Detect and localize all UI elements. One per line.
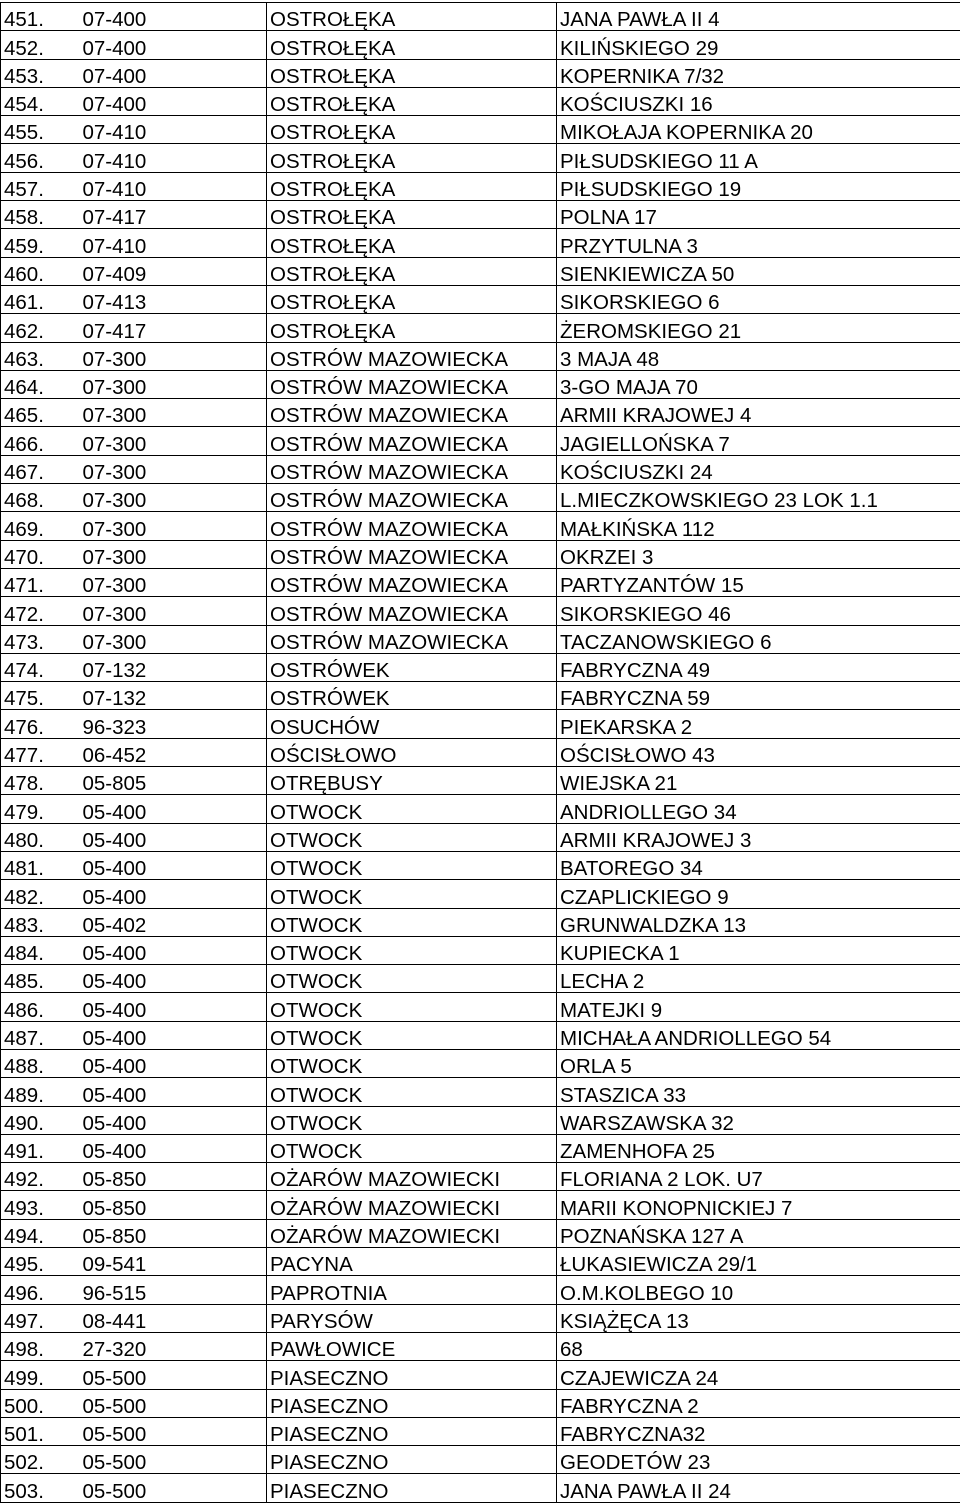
street-address: ŻEROMSKIEGO 21	[557, 314, 960, 342]
table-row	[1, 399, 960, 427]
street-address: ORLA 5	[557, 1049, 960, 1077]
row-number: 459.	[1, 229, 83, 257]
row-number: 499.	[1, 1361, 83, 1389]
postal-code: 07-400	[83, 31, 267, 59]
postal-code: 07-300	[83, 455, 267, 483]
city-name: OSTROŁĘKA	[267, 172, 557, 200]
table-row	[1, 87, 960, 115]
street-address: ARMII KRAJOWEJ 4	[557, 399, 960, 427]
row-number: 460.	[1, 257, 83, 285]
row-number: 496.	[1, 1276, 83, 1304]
row-number: 463.	[1, 342, 83, 370]
postal-code: 07-413	[83, 285, 267, 313]
city-name: OSTRÓW MAZOWIECKA	[267, 370, 557, 398]
postal-code: 07-132	[83, 653, 267, 681]
postal-code: 07-300	[83, 370, 267, 398]
postal-code: 07-300	[83, 342, 267, 370]
city-name: OŚCISŁOWO	[267, 738, 557, 766]
street-address: BATOREGO 34	[557, 851, 960, 879]
table-row	[1, 1474, 960, 1502]
row-number: 489.	[1, 1078, 83, 1106]
postal-code: 05-400	[83, 851, 267, 879]
row-number: 458.	[1, 201, 83, 229]
table-row	[1, 31, 960, 59]
city-name: OSUCHÓW	[267, 710, 557, 738]
row-number: 500.	[1, 1389, 83, 1417]
table-row	[1, 625, 960, 653]
row-number: 502.	[1, 1446, 83, 1474]
postal-code: 07-417	[83, 201, 267, 229]
street-address: MICHAŁA ANDRIOLLEGO 54	[557, 1021, 960, 1049]
street-address: PRZYTULNA 3	[557, 229, 960, 257]
postal-code: 07-409	[83, 257, 267, 285]
postal-code: 07-300	[83, 399, 267, 427]
table-row	[1, 1276, 960, 1304]
city-name: OTWOCK	[267, 1134, 557, 1162]
street-address: GEODETÓW 23	[557, 1446, 960, 1474]
row-number: 497.	[1, 1304, 83, 1332]
postal-code: 07-300	[83, 427, 267, 455]
postal-code: 07-300	[83, 484, 267, 512]
row-number: 501.	[1, 1417, 83, 1445]
table-row	[1, 1163, 960, 1191]
postal-code: 96-323	[83, 710, 267, 738]
table-row	[1, 1191, 960, 1219]
street-address: L.MIECZKOWSKIEGO 23 LOK 1.1	[557, 484, 960, 512]
address-rows	[1, 3, 960, 1503]
postal-code: 07-400	[83, 3, 267, 31]
table-row	[1, 172, 960, 200]
table-row	[1, 229, 960, 257]
postal-code: 05-500	[83, 1474, 267, 1502]
street-address: MAŁKIŃSKA 112	[557, 512, 960, 540]
row-number: 471.	[1, 568, 83, 596]
table-row	[1, 993, 960, 1021]
street-address: 3-GO MAJA 70	[557, 370, 960, 398]
table-row	[1, 1361, 960, 1389]
city-name: OŻARÓW MAZOWIECKI	[267, 1191, 557, 1219]
row-number: 473.	[1, 625, 83, 653]
table-row	[1, 738, 960, 766]
table-row	[1, 936, 960, 964]
postal-code: 05-400	[83, 1049, 267, 1077]
postal-code: 05-850	[83, 1191, 267, 1219]
postal-code: 05-805	[83, 767, 267, 795]
city-name: OSTRÓW MAZOWIECKA	[267, 342, 557, 370]
street-address: JANA PAWŁA II 4	[557, 3, 960, 31]
city-name: OSTROŁĘKA	[267, 3, 557, 31]
row-number: 481.	[1, 851, 83, 879]
postal-code: 07-300	[83, 597, 267, 625]
street-address: 3 MAJA 48	[557, 342, 960, 370]
table-row	[1, 59, 960, 87]
table-row	[1, 851, 960, 879]
city-name: PIASECZNO	[267, 1389, 557, 1417]
row-number: 453.	[1, 59, 83, 87]
street-address: FABRYCZNA 49	[557, 653, 960, 681]
row-number: 484.	[1, 936, 83, 964]
row-number: 480.	[1, 823, 83, 851]
city-name: OTWOCK	[267, 936, 557, 964]
row-number: 457.	[1, 172, 83, 200]
city-name: PIASECZNO	[267, 1446, 557, 1474]
table-row	[1, 653, 960, 681]
city-name: OSTROŁĘKA	[267, 144, 557, 172]
street-address: KSIĄŻĘCA 13	[557, 1304, 960, 1332]
row-number: 482.	[1, 880, 83, 908]
table-row	[1, 201, 960, 229]
city-name: OSTRÓW MAZOWIECKA	[267, 399, 557, 427]
postal-code: 07-410	[83, 229, 267, 257]
row-number: 464.	[1, 370, 83, 398]
postal-code: 07-410	[83, 172, 267, 200]
row-number: 468.	[1, 484, 83, 512]
city-name: OSTRÓW MAZOWIECKA	[267, 568, 557, 596]
city-name: OTWOCK	[267, 823, 557, 851]
city-name: OSTROŁĘKA	[267, 116, 557, 144]
postal-code: 27-320	[83, 1332, 267, 1360]
postal-code: 07-300	[83, 568, 267, 596]
row-number: 486.	[1, 993, 83, 1021]
street-address: SIENKIEWICZA 50	[557, 257, 960, 285]
postal-code: 05-500	[83, 1389, 267, 1417]
postal-code: 05-500	[83, 1446, 267, 1474]
postal-code: 05-400	[83, 936, 267, 964]
row-number: 485.	[1, 965, 83, 993]
street-address: JANA PAWŁA II 24	[557, 1474, 960, 1502]
street-address: FLORIANA 2 LOK. U7	[557, 1163, 960, 1191]
city-name: OTWOCK	[267, 1078, 557, 1106]
street-address: STASZICA 33	[557, 1078, 960, 1106]
street-address: KOPERNIKA 7/32	[557, 59, 960, 87]
table-row	[1, 767, 960, 795]
postal-code: 07-300	[83, 625, 267, 653]
postal-code: 05-402	[83, 908, 267, 936]
street-address: MATEJKI 9	[557, 993, 960, 1021]
street-address: CZAPLICKIEGO 9	[557, 880, 960, 908]
table-row	[1, 682, 960, 710]
street-address: SIKORSKIEGO 46	[557, 597, 960, 625]
row-number: 467.	[1, 455, 83, 483]
table-row	[1, 1446, 960, 1474]
city-name: OTWOCK	[267, 1106, 557, 1134]
postal-code: 07-300	[83, 512, 267, 540]
postal-code: 05-850	[83, 1219, 267, 1247]
city-name: OSTROŁĘKA	[267, 201, 557, 229]
street-address: POLNA 17	[557, 201, 960, 229]
postal-code: 09-541	[83, 1248, 267, 1276]
city-name: OSTROŁĘKA	[267, 257, 557, 285]
street-address: ZAMENHOFA 25	[557, 1134, 960, 1162]
postal-code: 07-410	[83, 144, 267, 172]
table-row	[1, 597, 960, 625]
row-number: 456.	[1, 144, 83, 172]
city-name: OTWOCK	[267, 880, 557, 908]
row-number: 492.	[1, 1163, 83, 1191]
table-row	[1, 1417, 960, 1445]
street-address: O.M.KOLBEGO 10	[557, 1276, 960, 1304]
row-number: 479.	[1, 795, 83, 823]
city-name: OSTRÓW MAZOWIECKA	[267, 597, 557, 625]
postal-code: 07-417	[83, 314, 267, 342]
postal-code: 07-132	[83, 682, 267, 710]
table-row	[1, 1134, 960, 1162]
table-row	[1, 314, 960, 342]
postal-code: 05-400	[83, 1078, 267, 1106]
city-name: OTWOCK	[267, 908, 557, 936]
city-name: OSTRÓW MAZOWIECKA	[267, 455, 557, 483]
city-name: OTWOCK	[267, 1021, 557, 1049]
street-address: TACZANOWSKIEGO 6	[557, 625, 960, 653]
table-row	[1, 880, 960, 908]
street-address: KOŚCIUSZKI 24	[557, 455, 960, 483]
street-address: PARTYZANTÓW 15	[557, 568, 960, 596]
street-address: CZAJEWICZA 24	[557, 1361, 960, 1389]
row-number: 474.	[1, 653, 83, 681]
row-number: 452.	[1, 31, 83, 59]
city-name: PAPROTNIA	[267, 1276, 557, 1304]
street-address: JAGIELLOŃSKA 7	[557, 427, 960, 455]
postal-code: 05-500	[83, 1361, 267, 1389]
row-number: 451.	[1, 3, 83, 31]
street-address: PIŁSUDSKIEGO 19	[557, 172, 960, 200]
row-number: 466.	[1, 427, 83, 455]
street-address: 68	[557, 1332, 960, 1360]
postal-code: 05-400	[83, 880, 267, 908]
postal-code: 05-500	[83, 1417, 267, 1445]
street-address: FABRYCZNA 2	[557, 1389, 960, 1417]
postal-code: 07-410	[83, 116, 267, 144]
row-number: 475.	[1, 682, 83, 710]
city-name: OSTRÓW MAZOWIECKA	[267, 427, 557, 455]
street-address: POZNAŃSKA 127 A	[557, 1219, 960, 1247]
street-address: KILIŃSKIEGO 29	[557, 31, 960, 59]
city-name: OSTROŁĘKA	[267, 31, 557, 59]
row-number: 494.	[1, 1219, 83, 1247]
table-row	[1, 116, 960, 144]
postal-code: 05-400	[83, 823, 267, 851]
table-row	[1, 1021, 960, 1049]
city-name: PIASECZNO	[267, 1474, 557, 1502]
city-name: OTWOCK	[267, 993, 557, 1021]
row-number: 488.	[1, 1049, 83, 1077]
city-name: OSTRÓW MAZOWIECKA	[267, 484, 557, 512]
street-address: SIKORSKIEGO 6	[557, 285, 960, 313]
table-row	[1, 257, 960, 285]
city-name: OTWOCK	[267, 1049, 557, 1077]
city-name: PIASECZNO	[267, 1361, 557, 1389]
postal-code: 05-400	[83, 965, 267, 993]
table-row	[1, 285, 960, 313]
row-number: 477.	[1, 738, 83, 766]
postal-code: 05-400	[83, 993, 267, 1021]
city-name: OSTROŁĘKA	[267, 87, 557, 115]
table-row	[1, 512, 960, 540]
city-name: OŻARÓW MAZOWIECKI	[267, 1219, 557, 1247]
table-row	[1, 342, 960, 370]
table-row	[1, 484, 960, 512]
street-address: MIKOŁAJA KOPERNIKA 20	[557, 116, 960, 144]
city-name: OSTROŁĘKA	[267, 59, 557, 87]
table-row	[1, 144, 960, 172]
row-number: 478.	[1, 767, 83, 795]
street-address: MARII KONOPNICKIEJ 7	[557, 1191, 960, 1219]
city-name: OSTROŁĘKA	[267, 285, 557, 313]
table-row	[1, 908, 960, 936]
city-name: OTWOCK	[267, 965, 557, 993]
row-number: 483.	[1, 908, 83, 936]
row-number: 465.	[1, 399, 83, 427]
postal-code: 07-400	[83, 87, 267, 115]
city-name: PAWŁOWICE	[267, 1332, 557, 1360]
postal-code: 08-441	[83, 1304, 267, 1332]
street-address: WARSZAWSKA 32	[557, 1106, 960, 1134]
street-address: FABRYCZNA 59	[557, 682, 960, 710]
postal-code: 96-515	[83, 1276, 267, 1304]
city-name: OTWOCK	[267, 795, 557, 823]
street-address: KOŚCIUSZKI 16	[557, 87, 960, 115]
row-number: 472.	[1, 597, 83, 625]
street-address: WIEJSKA 21	[557, 767, 960, 795]
table-row	[1, 3, 960, 31]
street-address: ANDRIOLLEGO 34	[557, 795, 960, 823]
table-row	[1, 427, 960, 455]
table-row	[1, 455, 960, 483]
table-row	[1, 710, 960, 738]
city-name: OTWOCK	[267, 851, 557, 879]
street-address: PIEKARSKA 2	[557, 710, 960, 738]
postal-code: 07-400	[83, 59, 267, 87]
table-row	[1, 1304, 960, 1332]
city-name: PARYSÓW	[267, 1304, 557, 1332]
city-name: OSTRÓW MAZOWIECKA	[267, 625, 557, 653]
table-row	[1, 1049, 960, 1077]
street-address: KUPIECKA 1	[557, 936, 960, 964]
postal-code: 05-400	[83, 1106, 267, 1134]
city-name: OSTROŁĘKA	[267, 229, 557, 257]
city-name: OSTRÓW MAZOWIECKA	[267, 540, 557, 568]
table-row	[1, 1219, 960, 1247]
address-table	[0, 2, 960, 1503]
table-row	[1, 1106, 960, 1134]
row-number: 462.	[1, 314, 83, 342]
table-row	[1, 1078, 960, 1106]
row-number: 469.	[1, 512, 83, 540]
row-number: 493.	[1, 1191, 83, 1219]
postal-code: 06-452	[83, 738, 267, 766]
city-name: OSTROŁĘKA	[267, 314, 557, 342]
city-name: OŻARÓW MAZOWIECKI	[267, 1163, 557, 1191]
table-row	[1, 965, 960, 993]
postal-code: 05-400	[83, 795, 267, 823]
table-row	[1, 1248, 960, 1276]
postal-code: 07-300	[83, 540, 267, 568]
row-number: 487.	[1, 1021, 83, 1049]
row-number: 491.	[1, 1134, 83, 1162]
row-number: 503.	[1, 1474, 83, 1502]
table-row	[1, 1332, 960, 1360]
city-name: PIASECZNO	[267, 1417, 557, 1445]
city-name: OSTRÓW MAZOWIECKA	[267, 512, 557, 540]
row-number: 455.	[1, 116, 83, 144]
street-address: ŁUKASIEWICZA 29/1	[557, 1248, 960, 1276]
table-row	[1, 823, 960, 851]
postal-code: 05-850	[83, 1163, 267, 1191]
row-number: 490.	[1, 1106, 83, 1134]
table-row	[1, 370, 960, 398]
city-name: OTRĘBUSY	[267, 767, 557, 795]
city-name: OSTRÓWEK	[267, 653, 557, 681]
row-number: 498.	[1, 1332, 83, 1360]
city-name: OSTRÓWEK	[267, 682, 557, 710]
table-row	[1, 795, 960, 823]
postal-code: 05-400	[83, 1134, 267, 1162]
row-number: 476.	[1, 710, 83, 738]
street-address: OŚCISŁOWO 43	[557, 738, 960, 766]
city-name: PACYNA	[267, 1248, 557, 1276]
table-row	[1, 1389, 960, 1417]
street-address: ARMII KRAJOWEJ 3	[557, 823, 960, 851]
table-row	[1, 568, 960, 596]
street-address: PIŁSUDSKIEGO 11 A	[557, 144, 960, 172]
street-address: FABRYCZNA32	[557, 1417, 960, 1445]
postal-code: 05-400	[83, 1021, 267, 1049]
row-number: 470.	[1, 540, 83, 568]
row-number: 454.	[1, 87, 83, 115]
table-row	[1, 540, 960, 568]
street-address: OKRZEI 3	[557, 540, 960, 568]
row-number: 495.	[1, 1248, 83, 1276]
street-address: GRUNWALDZKA 13	[557, 908, 960, 936]
street-address: LECHA 2	[557, 965, 960, 993]
row-number: 461.	[1, 285, 83, 313]
